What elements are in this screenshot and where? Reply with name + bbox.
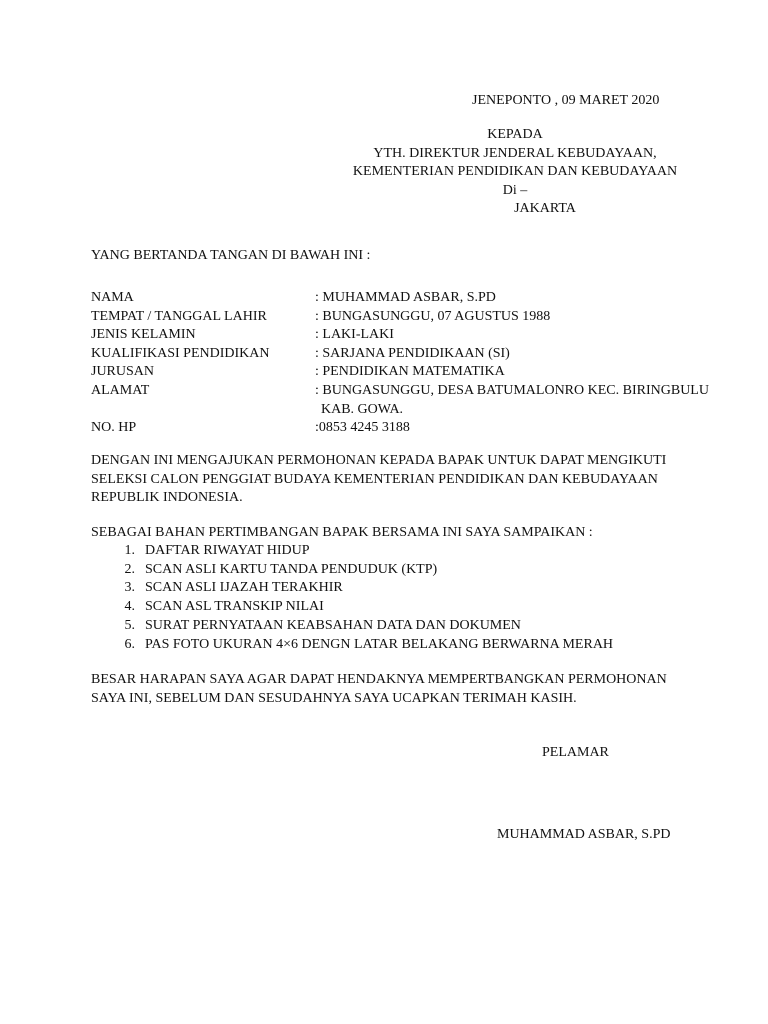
identity-label: NO. HP bbox=[91, 420, 137, 436]
identity-label: JENIS KELAMIN bbox=[91, 327, 196, 343]
recipient-line: KEMENTERIAN PENDIDIKAN DAN KEBUDAYAAN bbox=[352, 164, 678, 179]
list-item bbox=[91, 542, 613, 561]
identity-row bbox=[91, 308, 721, 327]
closing-line: SAYA INI, SEBELUM DAN SESUDAHNYA SAYA UCAPKAN TERIMAH KASIH. bbox=[91, 690, 577, 706]
identity-value: : BUNGASUNGGU, 07 AGUSTUS 1988 bbox=[315, 308, 551, 324]
list-item-number: 2. bbox=[124, 561, 135, 577]
list-item-text: SCAN ASLI KARTU TANDA PENDUDUK (KTP) bbox=[145, 561, 438, 577]
identity-row bbox=[91, 345, 721, 364]
request-paragraph bbox=[91, 452, 691, 508]
request-line: REPUBLIK INDONESIA. bbox=[91, 490, 243, 506]
list-item-text: SCAN ASL TRANSKIP NILAI bbox=[145, 599, 324, 615]
identity-label: ALAMAT bbox=[91, 382, 150, 398]
recipient-line: KEPADA bbox=[487, 127, 543, 142]
identity-label: KUALIFIKASI PENDIDIKAN bbox=[91, 345, 270, 361]
recipient-line: YTH. DIREKTUR JENDERAL KEBUDAYAAN, bbox=[373, 145, 657, 161]
attachments-list bbox=[91, 542, 613, 654]
list-item-number: 4. bbox=[124, 599, 135, 615]
identity-value: : MUHAMMAD ASBAR, S.PD bbox=[315, 290, 496, 305]
list-item bbox=[91, 636, 613, 655]
identity-row bbox=[91, 363, 721, 382]
address-line-2: KAB. GOWA. bbox=[321, 401, 404, 417]
identity-row bbox=[91, 289, 721, 308]
address-line-1: : BUNGASUNGGU, DESA BATUMALONRO KEC. BIRINGBULU bbox=[315, 382, 709, 398]
list-item-text: PAS FOTO UKURAN 4×6 DENGN LATAR BELAKANG BERWARNA MERAH bbox=[145, 636, 614, 652]
list-item bbox=[91, 617, 613, 636]
list-item-number: 1. bbox=[124, 543, 135, 558]
identity-value: :0853 4245 3188 bbox=[315, 420, 410, 436]
closing-paragraph bbox=[91, 671, 691, 708]
identity-label: TEMPAT / TANGGAL LAHIR bbox=[91, 308, 267, 324]
identity-value-address bbox=[315, 382, 721, 419]
identity-value: : PENDIDIKAN MATEMATIKA bbox=[315, 364, 505, 380]
identity-table bbox=[91, 289, 721, 438]
identity-row bbox=[91, 382, 721, 419]
list-item-text: SCAN ASLI IJAZAH TERAKHIR bbox=[145, 580, 343, 596]
list-item bbox=[91, 561, 613, 580]
list-item-number: 5. bbox=[124, 617, 135, 633]
list-item-text: DAFTAR RIWAYAT HIDUP bbox=[145, 543, 310, 558]
request-line: SELEKSI CALON PENGGIAT BUDAYA KEMENTERIAN PENDIDIKAN DAN KEBUDAYAAN bbox=[91, 471, 658, 487]
identity-row bbox=[91, 326, 721, 345]
identity-value: : LAKI-LAKI bbox=[315, 327, 394, 343]
applicant-label: PELAMAR bbox=[542, 745, 609, 760]
identity-label: JURUSAN bbox=[91, 364, 155, 380]
place-date: JENEPONTO , 09 MARET 2020 bbox=[472, 93, 660, 108]
opening-statement: YANG BERTANDA TANGAN DI BAWAH INI : bbox=[91, 248, 371, 263]
list-item-number: 3. bbox=[124, 580, 135, 596]
list-item bbox=[91, 579, 613, 598]
list-item-text: SURAT PERNYATAAN KEABSAHAN DATA DAN DOKUMEN bbox=[145, 617, 521, 633]
identity-value: : SARJANA PENDIDIKAAN (SI) bbox=[315, 345, 510, 361]
recipient-line: Di – bbox=[502, 182, 528, 198]
signer-name: MUHAMMAD ASBAR, S.PD bbox=[497, 827, 671, 842]
identity-label: NAMA bbox=[91, 290, 134, 305]
identity-row bbox=[91, 419, 721, 438]
list-item bbox=[91, 598, 613, 617]
list-item-number: 6. bbox=[124, 636, 135, 652]
attachments-intro: SEBAGAI BAHAN PERTIMBANGAN BAPAK BERSAMA INI SAYA SAMPAIKAN : bbox=[91, 525, 593, 540]
request-line: DENGAN INI MENGAJUKAN PERMOHONAN KEPADA BAPAK UNTUK DAPAT MENGIKUTI bbox=[91, 453, 667, 468]
recipient-block bbox=[340, 126, 690, 219]
recipient-city: JAKARTA bbox=[514, 201, 576, 216]
closing-line: BESAR HARAPAN SAYA AGAR DAPAT HENDAKNYA MEMPERTBANGKAN PERMOHONAN bbox=[91, 672, 667, 687]
